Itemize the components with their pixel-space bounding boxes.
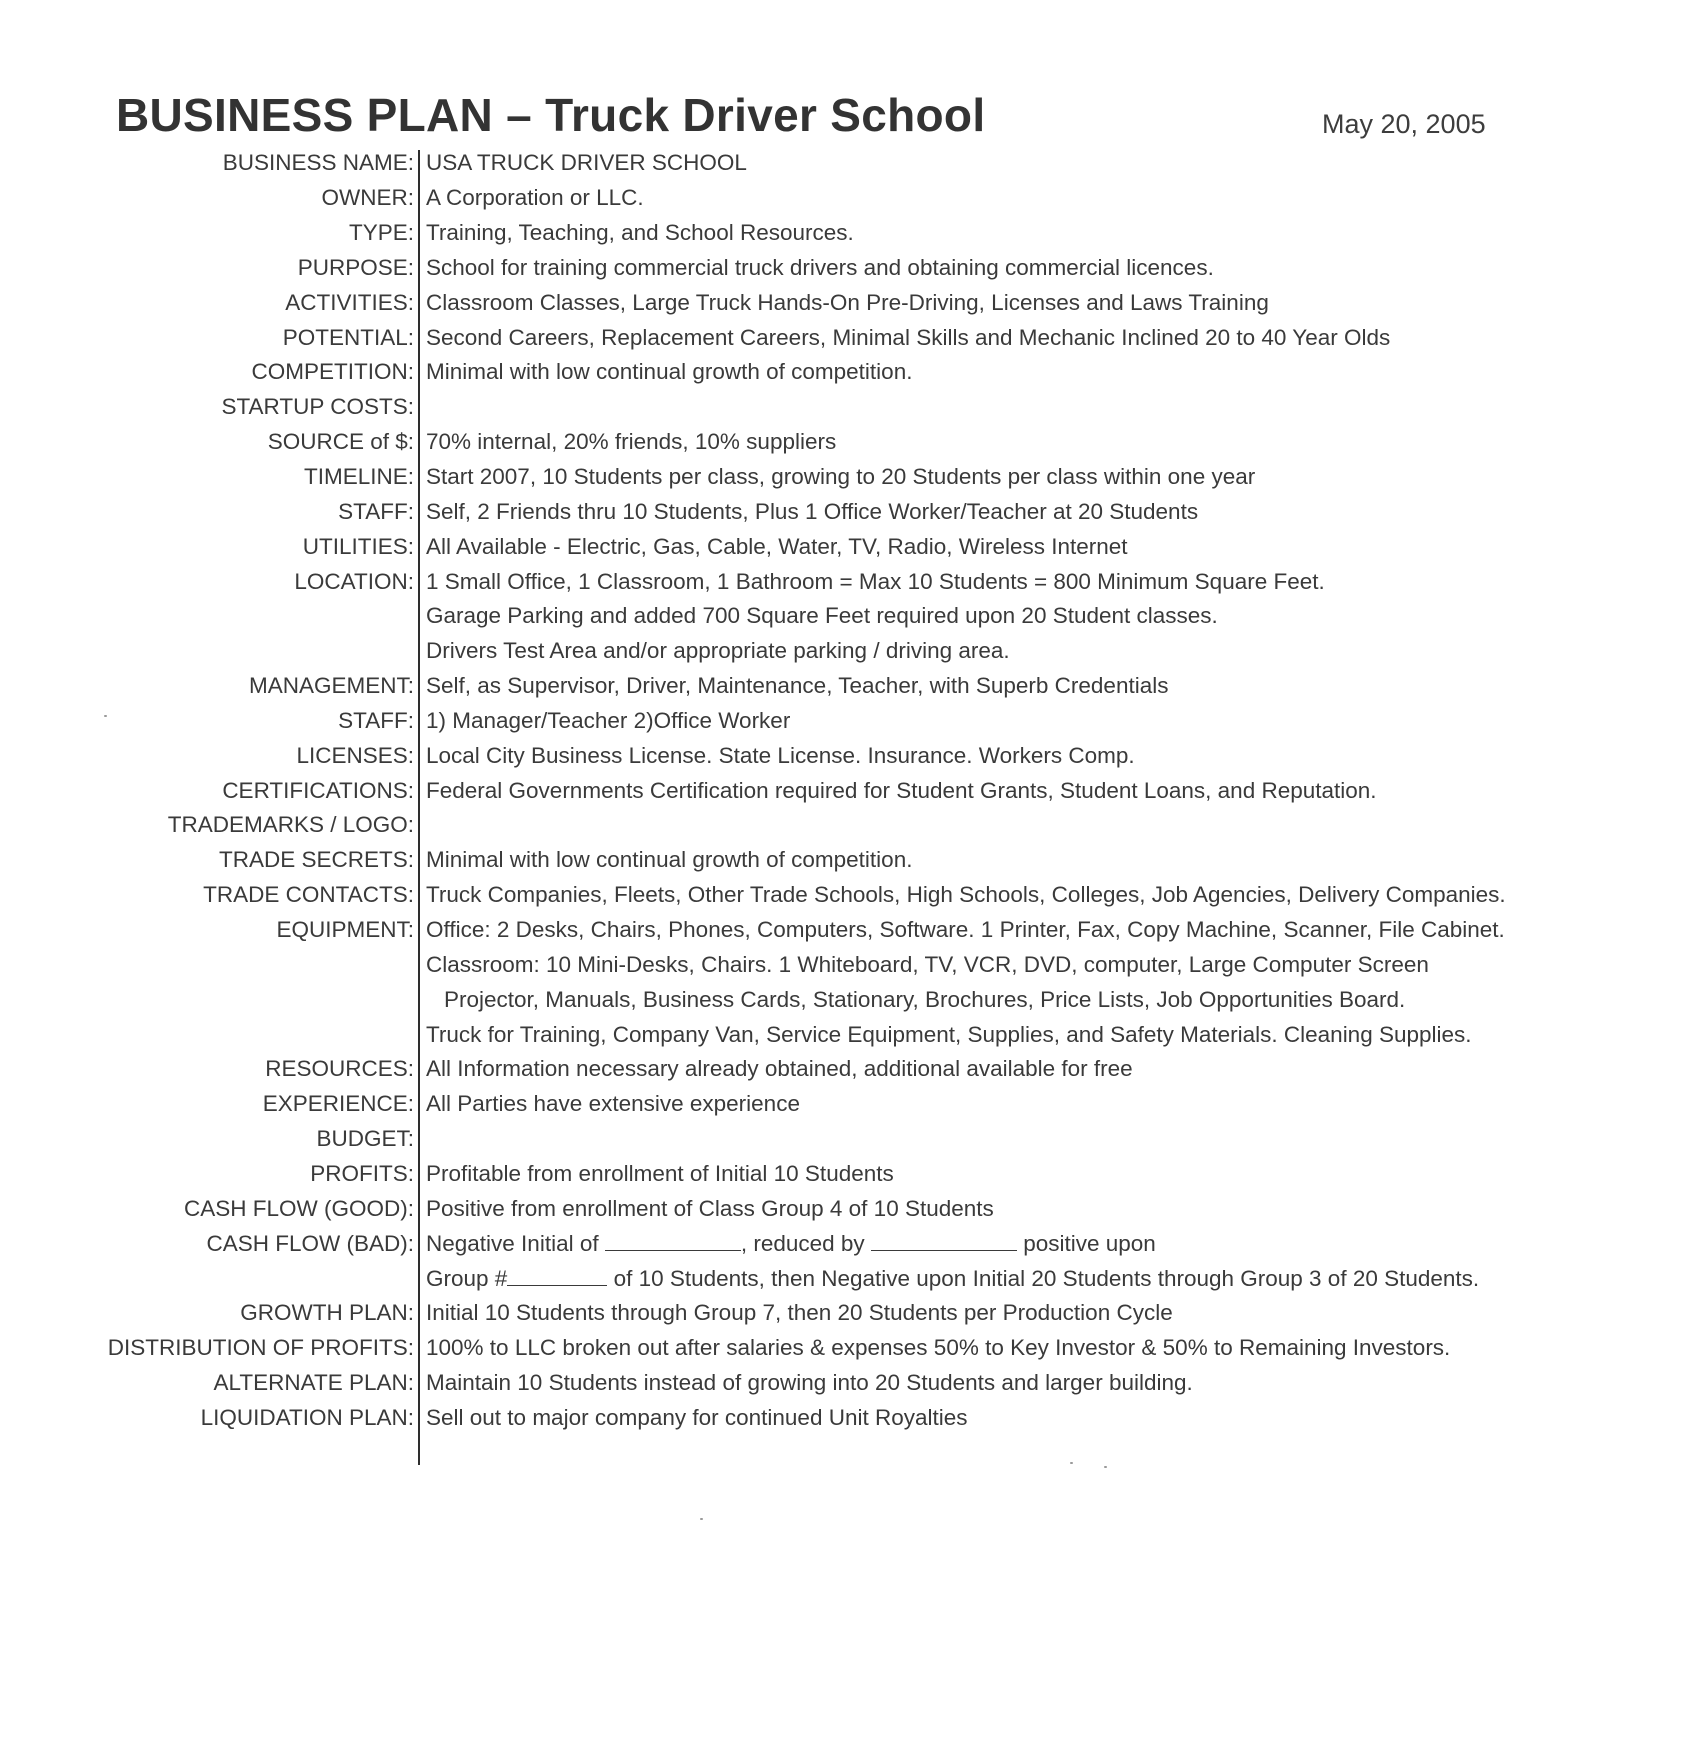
field-label: TIMELINE: — [303, 464, 414, 490]
field-label: UTILITIES: — [302, 533, 414, 559]
field-value-text: Negative Initial of — [426, 1231, 605, 1257]
field-value: 70% internal, 20% friends, 10% suppliers — [426, 429, 837, 455]
field-label: EQUIPMENT: — [276, 916, 414, 942]
field-value: Start 2007, 10 Students per class, growing to 20 Students per class within one year — [426, 464, 1256, 490]
field-value: Projector, Manuals, Business Cards, Stationary, Brochures, Price Lists, Job Opportunities Board. — [444, 986, 1406, 1012]
field-row-budget — [0, 1122, 1684, 1157]
field-label: ACTIVITIES: — [285, 289, 414, 315]
field-row-potential — [0, 320, 1684, 355]
field-label: STAFF: — [338, 707, 414, 733]
field-value-text: positive upon — [1016, 1231, 1156, 1257]
field-row-trade-secrets — [0, 843, 1684, 878]
field-label: BUSINESS NAME: — [222, 150, 414, 176]
field-label: TRADE CONTACTS: — [203, 882, 414, 908]
field-row-equipment-cont — [0, 1017, 1684, 1052]
field-label: DISTRIBUTION OF PROFITS: — [107, 1335, 414, 1361]
field-row-liquidation-plan — [0, 1400, 1684, 1435]
field-label: CASH FLOW (BAD): — [206, 1230, 414, 1256]
field-row-distribution — [0, 1331, 1684, 1366]
field-label: COMPETITION: — [251, 359, 414, 385]
scan-speck — [104, 715, 107, 717]
field-value: Drivers Test Area and/or appropriate parking / driving area. — [426, 638, 1010, 664]
field-value: Truck Companies, Fleets, Other Trade Schools, High Schools, Colleges, Job Agencies, Delivery Companies. — [426, 882, 1506, 908]
field-label: CERTIFICATIONS: — [222, 777, 414, 803]
field-label: RESOURCES: — [265, 1056, 414, 1082]
field-value: School for training commercial truck drivers and obtaining commercial licences. — [426, 254, 1214, 280]
field-value: 1) Manager/Teacher 2)Office Worker — [426, 707, 791, 733]
field-row-equipment-cont — [0, 947, 1684, 982]
field-row-purpose — [0, 251, 1684, 286]
field-value: Second Careers, Replacement Careers, Minimal Skills and Mechanic Inclined 20 to 40 Year Olds — [426, 324, 1391, 350]
field-label: MANAGEMENT: — [248, 673, 414, 699]
field-value: All Available - Electric, Gas, Cable, Water, TV, Radio, Wireless Internet — [426, 533, 1128, 559]
field-label: LOCATION: — [294, 568, 414, 594]
field-label: POTENTIAL: — [282, 324, 414, 350]
scan-speck — [700, 1518, 703, 1520]
field-value: All Parties have extensive experience — [426, 1091, 800, 1117]
field-value: A Corporation or LLC. — [426, 185, 644, 211]
field-value: Classroom Classes, Large Truck Hands-On Pre-Driving, Licenses and Laws Training — [426, 289, 1269, 315]
field-label: TRADE SECRETS: — [218, 847, 414, 873]
field-row-staff-roles — [0, 704, 1684, 739]
field-row-source — [0, 425, 1684, 460]
field-value: Minimal with low continual growth of competition. — [426, 359, 913, 385]
document-date: May 20, 2005 — [1322, 109, 1486, 139]
field-row-resources — [0, 1052, 1684, 1087]
scan-speck — [1070, 1462, 1073, 1464]
field-row-utilities — [0, 529, 1684, 564]
field-value: Garage Parking and added 700 Square Feet required upon 20 Student classes. — [426, 603, 1218, 629]
plan-fields — [0, 146, 1684, 1435]
field-row-growth-plan — [0, 1296, 1684, 1331]
field-row-cash-flow-good — [0, 1191, 1684, 1226]
document-title: BUSINESS PLAN – Truck Driver School — [116, 89, 986, 141]
field-label: PROFITS: — [310, 1160, 414, 1186]
field-value: Office: 2 Desks, Chairs, Phones, Computers, Software. 1 Printer, Fax, Copy Machine, Scanner, File Cabinet. — [426, 916, 1505, 942]
field-row-location-cont — [0, 599, 1684, 634]
field-row-certifications — [0, 773, 1684, 808]
field-row-timeline — [0, 460, 1684, 495]
field-row-location — [0, 564, 1684, 599]
field-label: TRADEMARKS / LOGO: — [167, 812, 414, 838]
field-value: All Information necessary already obtained, additional available for free — [426, 1056, 1133, 1082]
field-value: Sell out to major company for continued Unit Royalties — [426, 1404, 968, 1430]
field-row-equipment-cont — [0, 982, 1684, 1017]
field-value: Initial 10 Students through Group 7, then 20 Students per Production Cycle — [426, 1300, 1173, 1326]
field-value — [414, 1230, 1156, 1257]
field-value: Truck for Training, Company Van, Service Equipment, Supplies, and Safety Materials. Cleaning Supplies. — [426, 1021, 1472, 1047]
field-label: CASH FLOW (GOOD): — [184, 1195, 414, 1221]
field-label: TYPE: — [348, 220, 414, 246]
field-value: Maintain 10 Students instead of growing into 20 Students and larger building. — [426, 1369, 1193, 1395]
field-label: STAFF: — [338, 498, 414, 524]
field-value-text: , reduced by — [740, 1231, 871, 1257]
field-value: Self, 2 Friends thru 10 Students, Plus 1 Office Worker/Teacher at 20 Students — [426, 498, 1199, 524]
fill-in-blank — [507, 1265, 607, 1286]
field-label: LIQUIDATION PLAN: — [200, 1404, 414, 1430]
field-value — [414, 1265, 1479, 1292]
fill-in-blank — [605, 1230, 741, 1251]
field-row-owner — [0, 181, 1684, 216]
field-row-trademarks — [0, 808, 1684, 843]
field-label: STARTUP COSTS: — [221, 394, 414, 420]
field-value: Local City Business License. State License. Insurance. Workers Comp. — [426, 742, 1135, 768]
field-row-startup-costs — [0, 390, 1684, 425]
field-row-experience — [0, 1087, 1684, 1122]
field-label: BUDGET: — [316, 1126, 414, 1152]
field-label: PURPOSE: — [297, 254, 414, 280]
field-value-text: of 10 Students, then Negative upon Initial 20 Students through Group 3 of 20 Students. — [607, 1265, 1480, 1291]
fill-in-blank — [871, 1230, 1017, 1251]
field-row-cash-flow-bad-cont — [0, 1261, 1684, 1296]
field-value: Federal Governments Certification required for Student Grants, Student Loans, and Reputation. — [426, 777, 1377, 803]
field-value: 1 Small Office, 1 Classroom, 1 Bathroom = Max 10 Students = 800 Minimum Square Feet. — [426, 568, 1325, 594]
field-row-equipment — [0, 913, 1684, 948]
field-row-type — [0, 216, 1684, 251]
field-row-activities — [0, 285, 1684, 320]
field-value: Positive from enrollment of Class Group 4 of 10 Students — [426, 1195, 994, 1221]
field-label: SOURCE of $: — [267, 429, 414, 455]
field-value: USA TRUCK DRIVER SCHOOL — [426, 150, 747, 176]
field-label: ALTERNATE PLAN: — [213, 1369, 414, 1395]
field-value: Classroom: 10 Mini-Desks, Chairs. 1 Whiteboard, TV, VCR, DVD, computer, Large Computer Screen — [426, 951, 1429, 977]
scan-speck — [1104, 1466, 1107, 1468]
field-row-location-cont — [0, 634, 1684, 669]
field-row-alternate-plan — [0, 1366, 1684, 1401]
field-row-staff — [0, 494, 1684, 529]
field-label: GROWTH PLAN: — [240, 1300, 414, 1326]
field-row-competition — [0, 355, 1684, 390]
field-row-cash-flow-bad — [0, 1226, 1684, 1261]
field-row-profits — [0, 1156, 1684, 1191]
field-value: Training, Teaching, and School Resources. — [426, 220, 854, 246]
field-value: 100% to LLC broken out after salaries & expenses 50% to Key Investor & 50% to Remaining Investors. — [426, 1335, 1451, 1361]
field-label: OWNER: — [321, 185, 414, 211]
field-row-licenses — [0, 738, 1684, 773]
field-label: LICENSES: — [296, 742, 414, 768]
field-value: Profitable from enrollment of Initial 10 Students — [426, 1160, 894, 1186]
field-value-text: Group # — [426, 1265, 508, 1291]
field-label: EXPERIENCE: — [262, 1091, 414, 1117]
field-row-management — [0, 669, 1684, 704]
field-row-trade-contacts — [0, 878, 1684, 913]
field-value: Self, as Supervisor, Driver, Maintenance, Teacher, with Superb Credentials — [426, 673, 1169, 699]
field-row-business-name — [0, 146, 1684, 181]
field-value: Minimal with low continual growth of competition. — [426, 847, 913, 873]
